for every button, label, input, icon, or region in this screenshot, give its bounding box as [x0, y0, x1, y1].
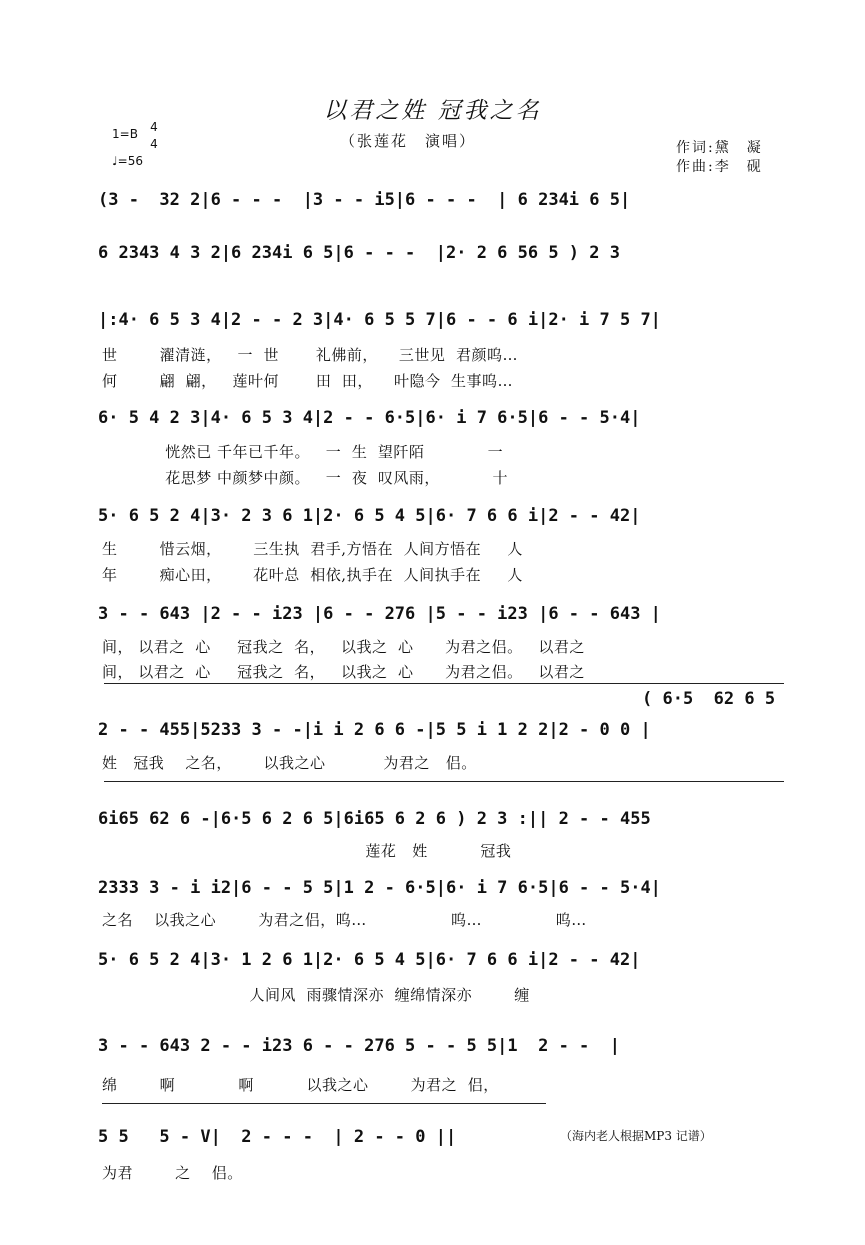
- staff-4-notes: 6· 5 4 2 3|4· 6 5 3 4|2 - - 6·5|6· i 7 6·5|6 - - 5·4|: [98, 408, 641, 428]
- staff-7-lyric-1: 姓 冠我 之名， 以我之心 为君之 侣。: [102, 754, 477, 772]
- staff-10-notes: 5· 6 5 2 4|3· 1 2 6 1|2· 6 5 4 5|6· 7 6 6 i|2 - - 42|: [98, 950, 641, 970]
- ending-line: [102, 1103, 546, 1104]
- song-title: 以君之姓 冠我之名: [323, 98, 542, 124]
- staff-3-lyric-1: 世 濯清涟， 一 世 礼佛前， 三世见 君颜呜…: [102, 346, 518, 364]
- staff-3-lyric-2: 何 翩 翩， 莲叶何 田 田， 叶隐今 生事呜…: [102, 372, 514, 390]
- performer-subtitle: （张莲花 演唱）: [340, 132, 477, 150]
- staff-6-lyric-1: 间， 以君之 心 冠我之 名， 以我之 心 为君之侣。 以君之: [102, 638, 585, 656]
- volta-2-line: [104, 781, 784, 782]
- transcription-note: （海内老人根据MP3 记谱）: [560, 1129, 712, 1143]
- staff-4-lyric-1: 恍然已 千年已千年。 一 生 望阡陌 一: [102, 443, 504, 461]
- staff-5-notes: 5· 6 5 2 4|3· 2 3 6 1|2· 6 5 4 5|6· 7 6 6 i|2 - - 42|: [98, 506, 641, 526]
- staff-12-lyric-1: 为君 之 侣。: [102, 1164, 243, 1182]
- key-signature: 1=B: [112, 127, 138, 141]
- volta-1-line: [104, 683, 784, 684]
- tempo-marking: ♩=56: [112, 154, 143, 168]
- staff-6-notes: 3 - - 643 |2 - - i23 |6 - - 276 |5 - - i23 |6 - - 643 |: [98, 604, 661, 624]
- staff-9-notes: 2333 3 - i i2|6 - - 5 5|1 2 - 6·5|6· i 7 6·5|6 - - 5·4|: [98, 878, 661, 898]
- staff-4-lyric-2: 花思梦 中颜梦中颜。 一 夜 叹风雨， 十: [102, 469, 509, 487]
- staff-7-notes: 2 - - 455|5233 3 - -|i i 2 6 6 -|5 5 i 1 2 2|2 - 0 0 |: [98, 720, 651, 740]
- lyricist-credit: 作词:黛 凝: [676, 140, 763, 156]
- staff-10-lyric-1: 人间风 雨骤情深亦 缠绵情深亦 缠: [102, 986, 530, 1004]
- composer-credit: 作曲:李 砚: [676, 159, 763, 175]
- staff-11-lyric-1: 绵 啊 啊 以我之心 为君之 侣，: [102, 1076, 499, 1094]
- staff-8-notes: 6i65 62 6 -|6·5 6 2 6 5|6i65 6 2 6 ) 2 3 :|| 2 - - 455: [98, 809, 651, 829]
- staff-11-notes: 3 - - 643 2 - - i23 6 - - 276 5 - - 5 5|1 2 - - |: [98, 1036, 620, 1056]
- staff-12-notes: 5 5 5 - V| 2 - - - | 2 - - 0 ||: [98, 1127, 457, 1147]
- time-signature-top: 4: [150, 120, 158, 134]
- staff-1-notes: (3 - 32 2|6 - - - |3 - - i5|6 - - - | 6 234i 6 5|: [98, 190, 631, 210]
- staff-5-lyric-2: 年 痴心田， 花叶总 相依,执手在 人间执手在 人: [102, 566, 523, 584]
- staff-5-lyric-1: 生 惜云烟， 三生执 君手,方悟在 人间方悟在 人: [102, 540, 523, 558]
- staff-8-lyric-1: 莲花 姓 冠我: [102, 842, 512, 860]
- staff-6-lyric-2: 间， 以君之 心 冠我之 名， 以我之 心 为君之侣。 以君之: [102, 663, 585, 681]
- staff-3-notes: |:4· 6 5 3 4|2 - - 2 3|4· 6 5 5 7|6 - - 6 i|2· i 7 5 7|: [98, 310, 661, 330]
- time-signature-bottom: 4: [150, 137, 158, 151]
- staff-7-upper-notes: ( 6·5 62 6 5: [642, 689, 776, 709]
- staff-9-lyric-1: 之名 以我之心 为君之侣，呜… 呜… 呜…: [102, 911, 587, 929]
- staff-2-notes: 6 2343 4 3 2|6 234i 6 5|6 - - - |2· 2 6 56 5 ) 2 3: [98, 243, 620, 263]
